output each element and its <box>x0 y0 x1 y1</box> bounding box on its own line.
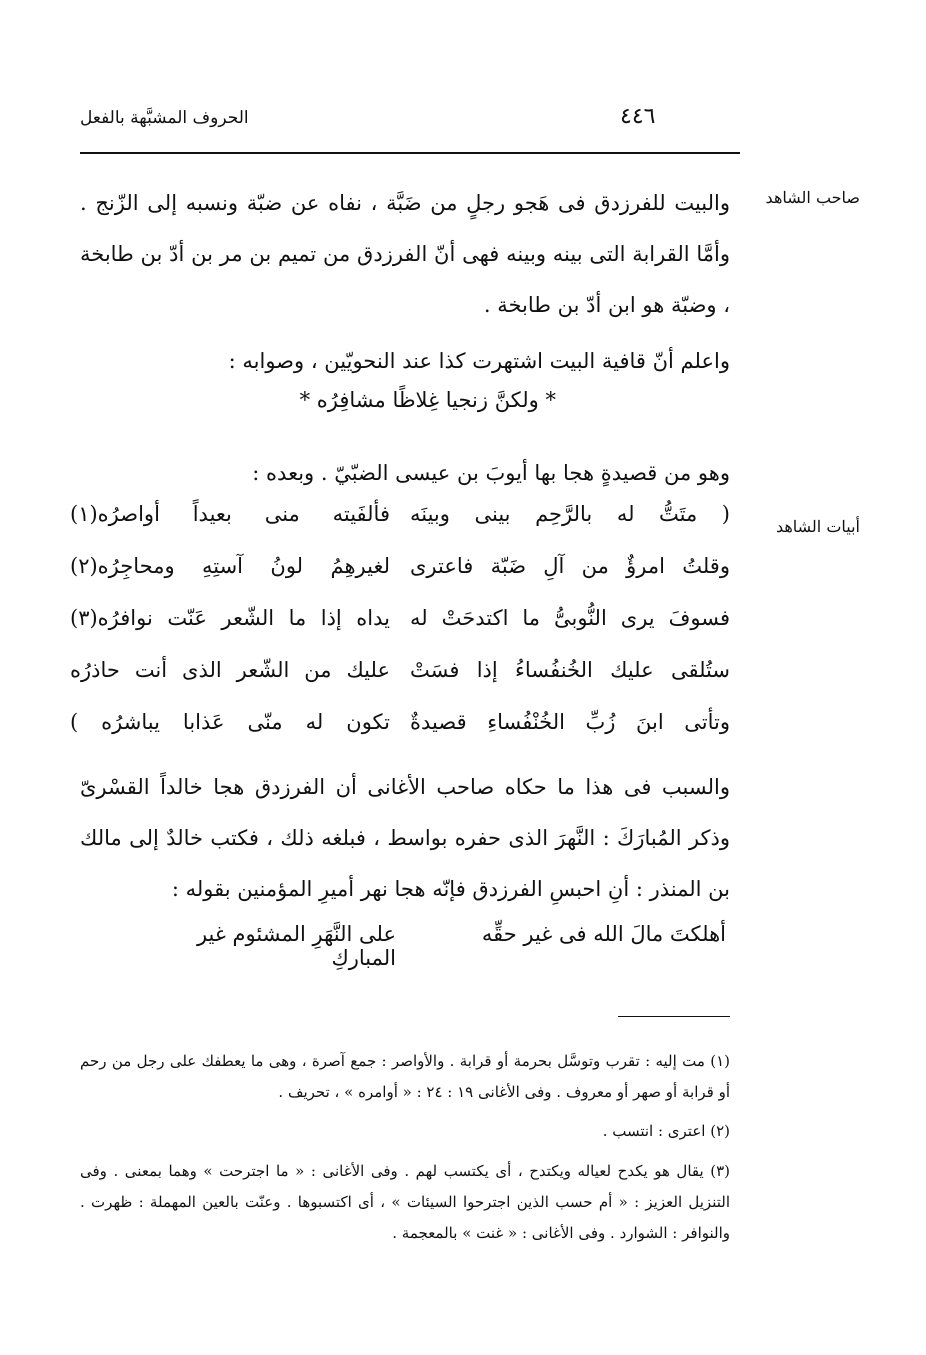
footnote-1: (١) مت إليه : تقرب وتوسَّل بحرمة أو قرابة . والأواصر : جمع آصرة ، وهى ما يعطفك على رجل من رحم أو قرابة أو صهر أو معروف . وفى الأغانى ١٩ : ٢٤ : « أوامره » ، تحريف . <box>80 1052 730 1101</box>
verse-second-hemistich: فألفَيته منى بعيداً أواصرُه(١) <box>70 502 390 526</box>
verse-first-hemistich: وتأتى ابنَ زُبِّ الخُنْفُساءِ قصيدةٌ <box>410 710 730 734</box>
sidenote-abyat-alshahid: أبيات الشاهد <box>775 517 860 536</box>
paragraph-4: والسبب فى هذا ما حكاه صاحب الأغانى أن الفرزدق هجا خالداً القسْرىّ وذكر المُبارَكَ : النَّهرَ الذى حفره بواسط ، فبلغه ذلك ، فكتب خالدٌ إلى مالك بن المنذر : أنِ احبسِ الفرزدق فإنّه هجا نهر أميرِ المؤمنين بقوله : <box>80 775 730 901</box>
verse-first-hemistich: فسوفَ يرى النُّوبىُّ ما اكتدحَتْ له <box>410 606 730 630</box>
verse-first-hemistich: أهلكتَ مالَ الله فى غير حقِّه <box>481 922 726 946</box>
verse-second-hemistich: عليك من الشّعر الذى أنت حاذرُه <box>70 658 390 682</box>
verse-line <box>70 658 730 710</box>
verse-second-hemistich: تكون له منّى عَذابا يباشرُه ) <box>70 710 390 734</box>
verse-second-hemistich: لغيرهِمُ لونُ آستِهِ ومحاجِرُه(٢) <box>70 554 390 578</box>
verse-first-hemistich: وقلتُ امرؤٌ من آلِ ضَبّة فاعترى <box>410 554 730 578</box>
paragraph-1: والبيت للفرزدق فى هَجو رجلٍ من ضَبَّة ، نفاه عن ضبّة ونسبه إلى الزّنج . وأمَّا القرابة التى بينه وبينه فهى أنّ الفرزدق من تميم بن مر بن أدّ بن طابخة ، وضبّة هو ابن أدّ بن طابخة . <box>80 191 730 317</box>
verse-second-hemistich: يداه إذا ما الشّعر عَنّت نوافرُه(٣) <box>70 606 390 630</box>
shahid-verse: * ولكنَّ زنجيا غِلاظًا مشافِرُه * <box>299 388 556 412</box>
paragraph-3: وهو من قصيدةٍ هجا بها أيوبَ بن عيسى الضبّيّ . وبعده : <box>252 461 730 485</box>
running-header-title: الحروف المشبَّهة بالفعل <box>80 108 249 128</box>
verse-line <box>70 554 730 606</box>
paragraph-2: واعلم أنّ قافية البيت اشتهرت كذا عند النحويّين ، وصوابه : <box>228 349 730 373</box>
footnote-3: (٣) يقال هو يكدح لعياله ويكتدح ، أى يكتسب لهم . وفى الأغانى : « ما اجترحت » وهما بمعنى . وفى التنزيل العزيز : « أم حسب الذين اجترحوا السيئات » ، أى اكتسبوها . وعنّت بالعين المهملة : ظهرت . والنوافر : الشوارد . وفى الأغانى : « غنت » بالمعجمة . <box>80 1162 730 1242</box>
verse-second-hemistich: على النَّهَرِ المشئوم غير المباركِ <box>196 922 396 970</box>
verse-line <box>70 502 730 554</box>
sidenote-sahib-alshahid: صاحب الشاهد <box>765 188 860 207</box>
footnote-divider <box>618 1016 730 1017</box>
verse-first-hemistich: ستُلقى عليك الخُنفُساءُ إذا فسَتْ <box>410 658 730 682</box>
verse-line <box>70 606 730 658</box>
header-divider <box>80 152 740 154</box>
page-number: ٤٤٦ <box>620 104 656 129</box>
verse-first-hemistich: ( متَتُّ له بالرَّحِم بينى وبينَه <box>410 502 730 526</box>
footnote-2: (٢) اعترى : انتسب . <box>602 1122 730 1140</box>
verse-line <box>70 710 730 762</box>
